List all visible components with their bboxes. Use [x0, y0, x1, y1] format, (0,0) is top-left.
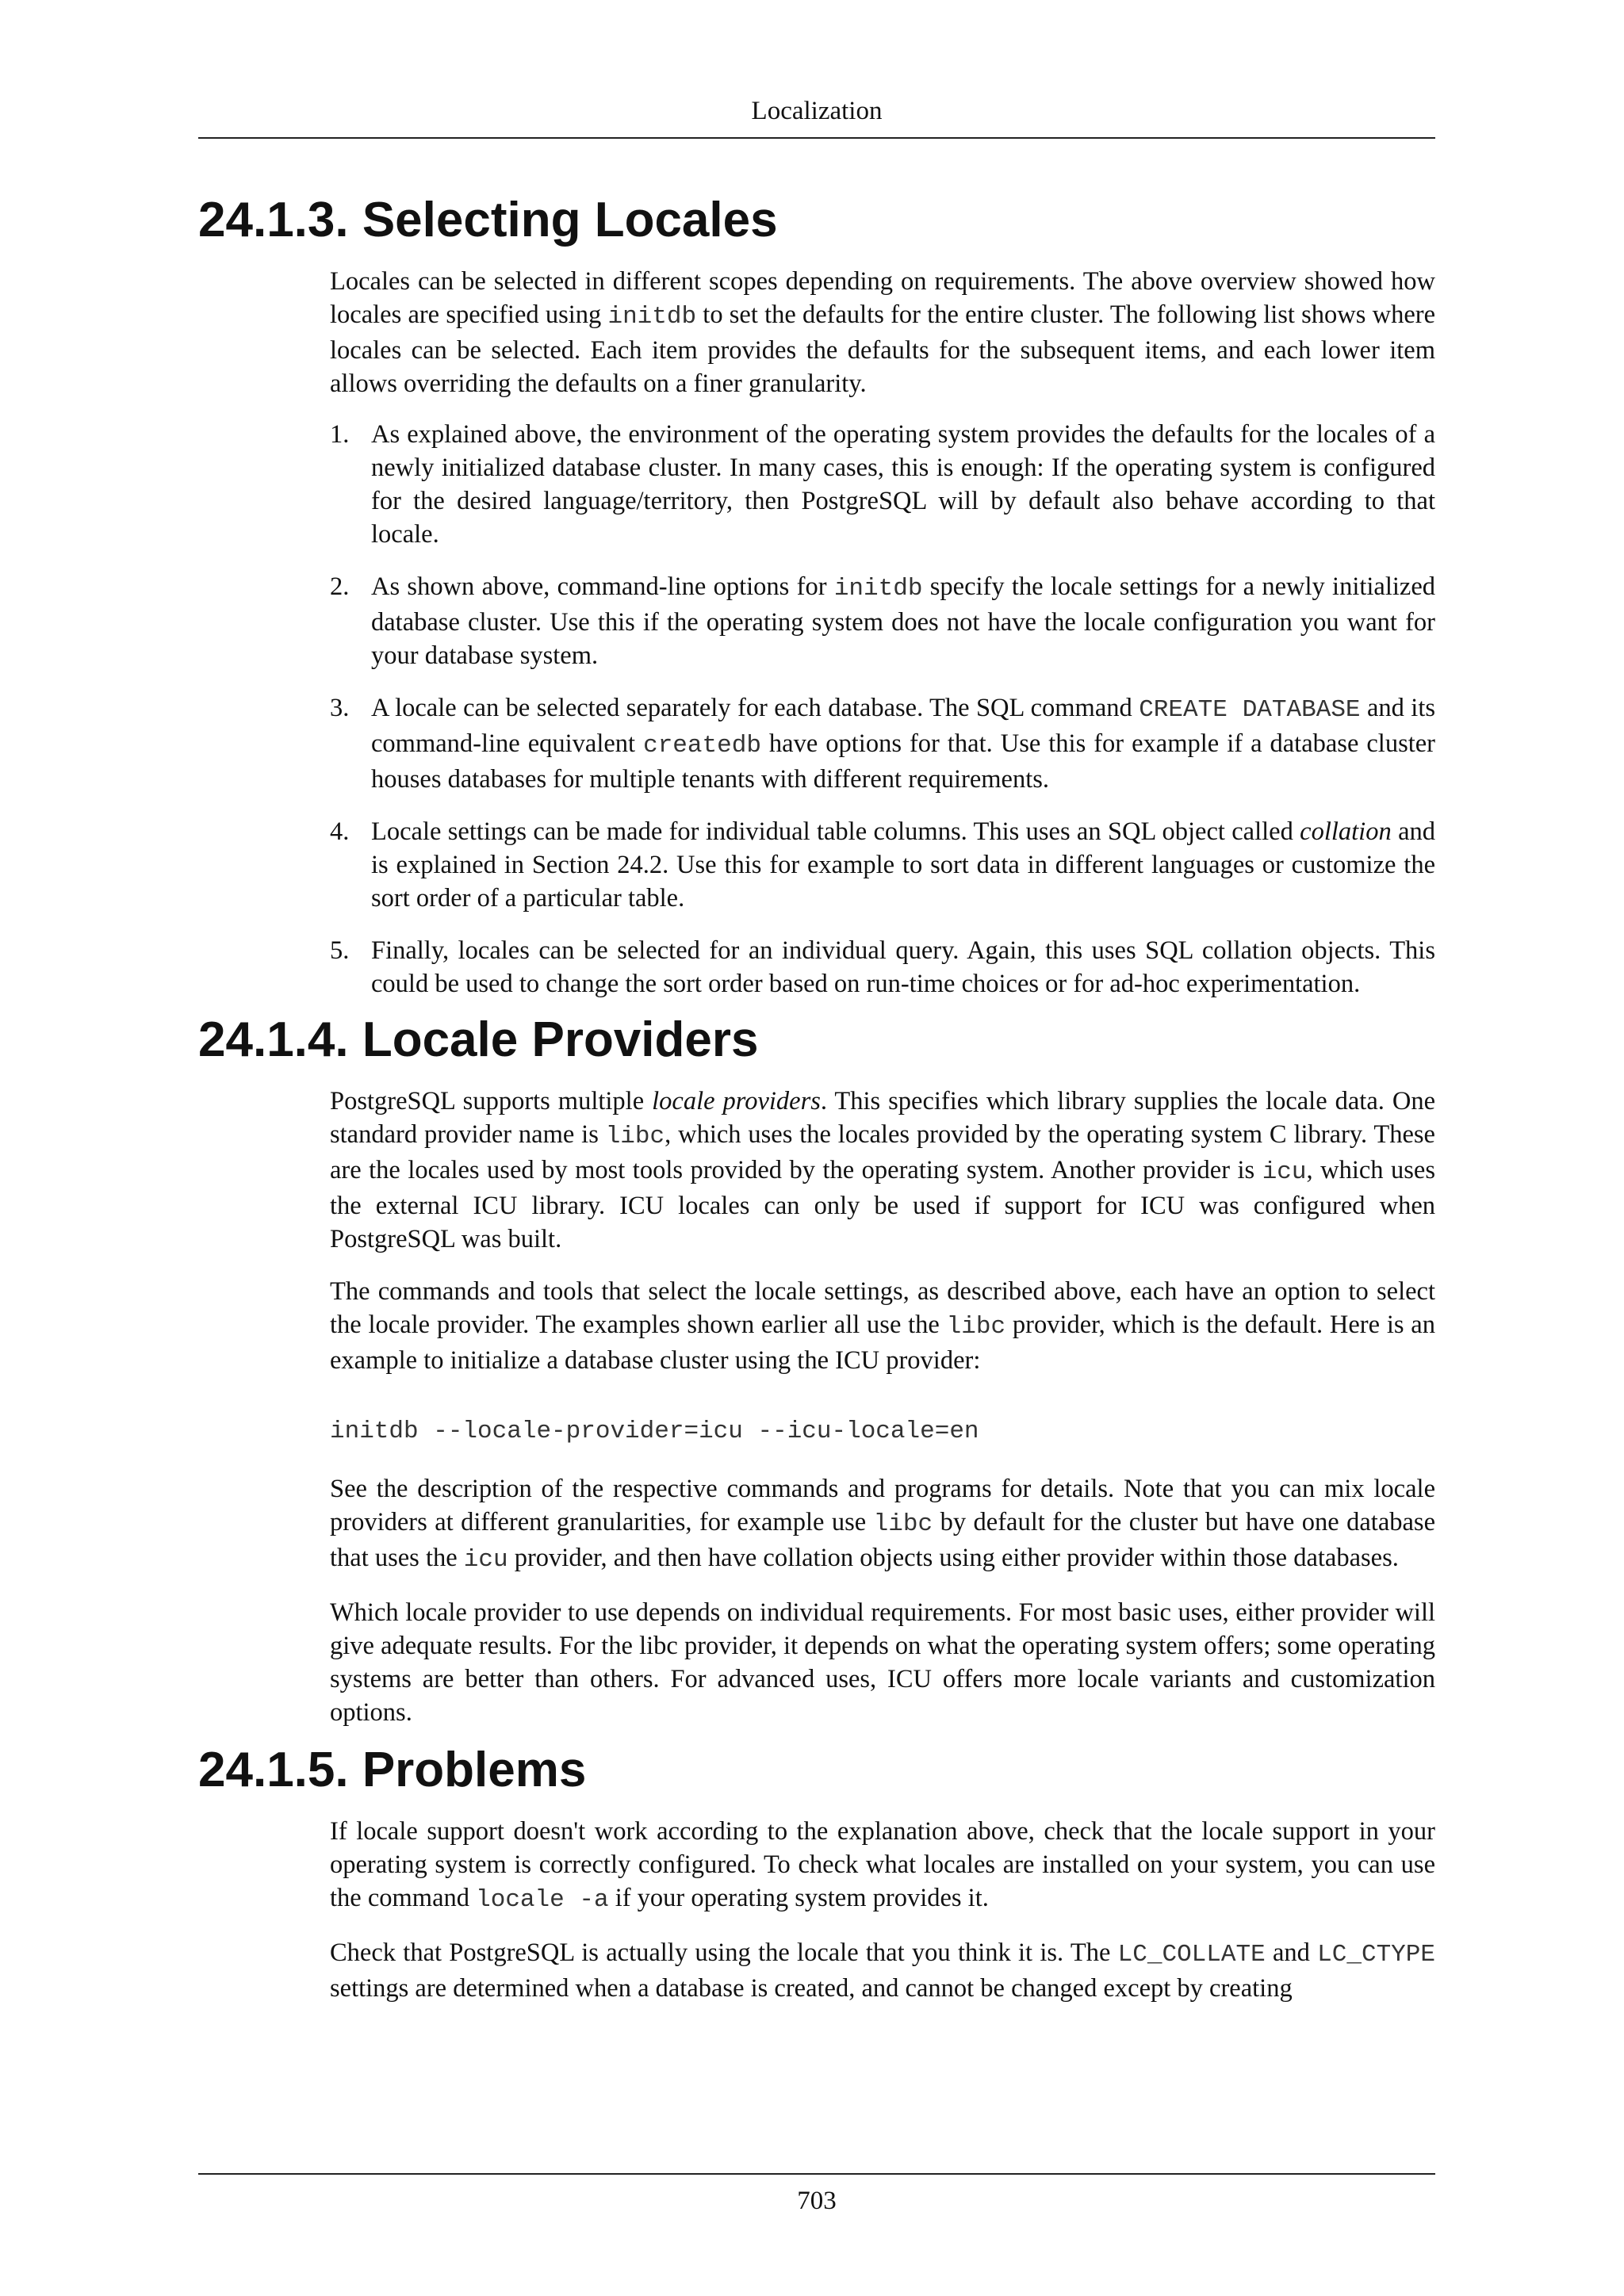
page-number: 703	[797, 2187, 837, 2215]
inline-code: libc	[873, 1510, 933, 1538]
inline-code: LC_CTYPE	[1317, 1941, 1435, 1969]
locale-scope-list	[330, 418, 1435, 1001]
inline-code: createdb	[643, 732, 761, 760]
running-header: Localization	[751, 97, 883, 125]
list-number: 4.	[330, 817, 350, 846]
providers-paragraph-2: The commands and tools that select the locale settings, as described above, each have an option to select the locale provider. The examples shown earlier all use the libc provider, which is the default. Here is an example to initialize a database cluster using the ICU provider:	[330, 1277, 1435, 1375]
providers-paragraph-3: See the description of the respective commands and programs for details. Note that you can mix locale providers at different granularities, for example use libc by default for the cluster but have one database that uses the icu provider, and then have collation objects using either provider within those databases.	[330, 1475, 1435, 1574]
list-number: 3.	[330, 694, 350, 722]
inline-code: icu	[1262, 1158, 1307, 1186]
inline-code: initdb	[607, 303, 697, 331]
list-item: 2. As shown above, command-line options for initdb specify the locale settings for a newly initialized database cluster. Use this if the operating system does not have the locale configuration you want for your database system.	[330, 570, 1435, 672]
inline-code: libc	[605, 1123, 665, 1150]
emphasis-term: locale providers	[652, 1087, 821, 1115]
list-number: 2.	[330, 572, 350, 601]
problems-paragraph-2: Check that PostgreSQL is actually using the locale that you think it is. The LC_COLLATE and LC_CTYPE settings are determined when a database is created, and cannot be changed except by creating	[330, 1938, 1435, 2003]
inline-code: initdb	[833, 575, 923, 603]
list-item: 3. A locale can be selected separately for each database. The SQL command CREATE DATABASE and its command-line equivalent createdb have options for that. Use this for example if a database cluster houses databases for multiple tenants with different requirements.	[330, 691, 1435, 796]
section-problems	[198, 1737, 1435, 2005]
page-content	[198, 187, 1435, 2005]
list-item: 1. As explained above, the environment of the operating system provides the defaults for the locales of a newly initialized database cluster. In many cases, this is enough: If the operating system is configured for the desired language/territory, then PostgreSQL will by default also behave according to that locale.	[330, 418, 1435, 551]
section-locale-providers	[198, 1007, 1435, 1729]
list-item: 5. Finally, locales can be selected for an individual query. Again, this uses SQL collation objects. This could be used to change the sort order based on run-time choices or for ad-hoc experimentation.	[330, 934, 1435, 1001]
section-heading-locale-providers: 24.1.4. Locale Providers	[198, 1012, 759, 1067]
inline-code: icu	[463, 1546, 508, 1574]
selecting-intro-paragraph: Locales can be selected in different scopes depending on requirements. The above overview showed how locales are specified using initdb to set the defaults for the entire cluster. The following list shows where locales can be selected. Each item provides the defaults for the subsequent items, and each lower item allows overriding the defaults on a finer granularity.	[330, 267, 1435, 398]
problems-paragraph-1: If locale support doesn't work according to the explanation above, check that the locale support in your operating system is correctly configured. To check what locales are installed on your system, you can use the command locale -a if your operating system provides it.	[330, 1817, 1435, 1914]
list-item: 4. Locale settings can be made for individual table columns. This uses an SQL object called collation and is explained in Section 24.2. Use this for example to sort data in different languages or customize the sort order of a particular table.	[330, 815, 1435, 915]
inline-code: CREATE DATABASE	[1139, 696, 1361, 724]
inline-code: LC_COLLATE	[1117, 1941, 1266, 1969]
section-selecting-locales	[198, 187, 1435, 1001]
providers-paragraph-4: Which locale provider to use depends on individual requirements. For most basic uses, either provider will give adequate results. For the libc provider, it depends on what the operating system offers; some operating systems are better than others. For advanced uses, ICU offers more locale variants and customization options.	[330, 1598, 1435, 1727]
section-heading-problems: 24.1.5. Problems	[198, 1743, 587, 1797]
providers-paragraph-1: PostgreSQL supports multiple locale providers. This specifies which library supplies the locale data. One standard provider name is libc, which uses the locales provided by the operating system C library. These are the locales used by most tools provided by the operating system. Another provider is icu, which uses the external ICU library. ICU locales can only be used if support for ICU was configured when PostgreSQL was built.	[330, 1087, 1435, 1253]
example-code-block: initdb --locale-provider=icu --icu-locale=en	[330, 1418, 979, 1445]
inline-code: locale -a	[476, 1886, 609, 1914]
inline-code: libc	[946, 1313, 1006, 1341]
list-number: 5.	[330, 936, 350, 965]
section-heading-selecting-locales: 24.1.3. Selecting Locales	[198, 193, 778, 247]
emphasis-term: collation	[1300, 817, 1392, 846]
list-number: 1.	[330, 420, 350, 449]
header-rule	[198, 137, 1435, 139]
footer-rule	[198, 2173, 1435, 2175]
